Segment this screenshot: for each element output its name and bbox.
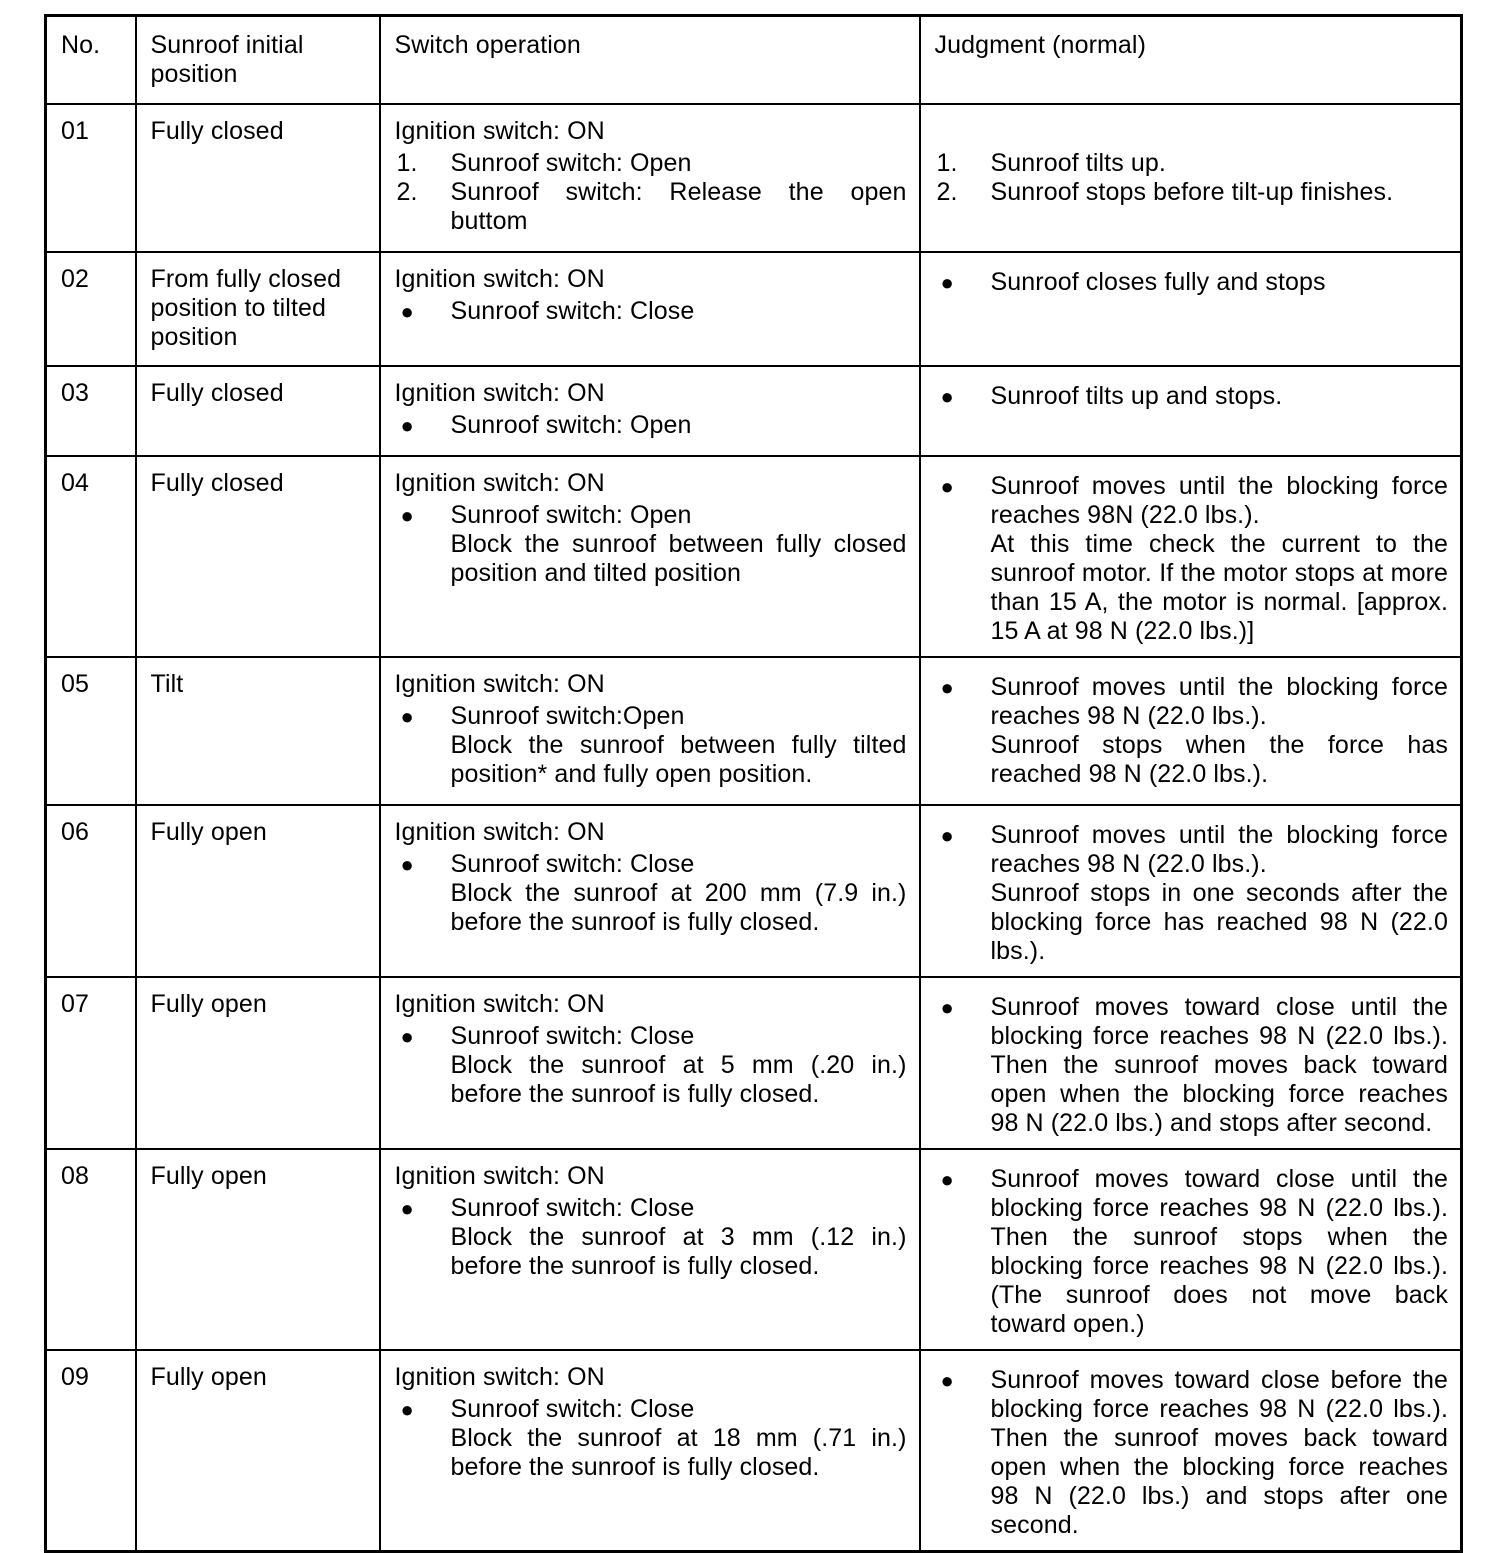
operation-item-text: Sunroof switch: Close Block the sunroof at 3 mm (.12 in.) before the sunroof is fully closed.: [450, 1194, 907, 1280]
judgment-item: [935, 178, 1449, 207]
operation-item-text: Sunroof switch: Open: [450, 149, 692, 177]
operation-list: [395, 850, 907, 937]
bullet-icon: ●: [400, 413, 414, 438]
judgment-list: [935, 268, 1449, 297]
judgment-item: [935, 472, 1449, 646]
operation-lead: Ignition switch: ON: [394, 670, 605, 698]
operation-item-text: Sunroof switch: Close Block the sunroof at 18 mm (.71 in.) before the sunroof is fully closed.: [450, 1395, 907, 1481]
operation-item: [395, 178, 907, 236]
cell-switch-operation: [380, 252, 920, 366]
operation-list: [395, 702, 907, 789]
bullet-icon: ●: [400, 1397, 414, 1422]
judgment-item: [935, 382, 1449, 411]
operation-lead: Ignition switch: ON: [394, 818, 605, 846]
bullet-icon: ●: [940, 474, 954, 499]
operation-item: [395, 411, 907, 440]
sunroof-test-table: [44, 14, 1463, 1553]
judgment-list: [935, 472, 1449, 646]
judgment-item-text: Sunroof moves until the blocking force reaches 98N (22.0 lbs.). At this time check the current to the sunroof motor. If the motor stops at more than 15 A, the motor is normal. [approx. 15 A at 98 N (22.0 lbs.)]: [990, 472, 1448, 645]
judgment-list: [935, 149, 1449, 207]
operation-lead: Ignition switch: ON: [394, 1162, 605, 1190]
cell-switch-operation: [380, 657, 920, 805]
operation-item: [395, 1022, 907, 1109]
cell-initial-position: Fully closed: [136, 366, 380, 456]
header-switch-operation: Switch operation: [380, 16, 920, 105]
operation-item: [395, 1194, 907, 1281]
cell-no: 04: [46, 456, 136, 657]
cell-no: 02: [46, 252, 136, 366]
bullet-icon: ●: [940, 1368, 954, 1393]
table-row: [46, 1350, 1462, 1552]
operation-list: [395, 501, 907, 588]
bullet-icon: ●: [940, 384, 954, 409]
cell-initial-position: Fully open: [136, 1350, 380, 1552]
judgment-list: [935, 1165, 1449, 1339]
cell-initial-position: Fully closed: [136, 104, 380, 252]
operation-list: [395, 411, 907, 440]
operation-list: [395, 149, 907, 236]
operation-lead: Ignition switch: ON: [394, 469, 605, 497]
operation-item-text: Sunroof switch: Release the open buttom: [450, 178, 907, 235]
cell-judgment: [920, 252, 1462, 366]
cell-judgment: [920, 977, 1462, 1149]
header-row: [46, 16, 1462, 105]
judgment-item: [935, 149, 1449, 178]
cell-judgment: [920, 104, 1462, 252]
cell-no: 08: [46, 1149, 136, 1350]
cell-switch-operation: [380, 104, 920, 252]
cell-initial-position: Fully open: [136, 805, 380, 977]
operation-item-text: Sunroof switch: Close Block the sunroof at 5 mm (.20 in.) before the sunroof is fully closed.: [450, 1022, 907, 1108]
table-header: [46, 16, 1462, 105]
table-row: [46, 252, 1462, 366]
operation-lead: Ignition switch: ON: [394, 265, 605, 293]
operation-item: [395, 149, 907, 178]
judgment-item-text: Sunroof moves toward close until the blocking force reaches 98 N (22.0 lbs.). Then the sunroof moves back toward open when the blocking force reaches 98 N (22.0 lbs.) and stops after second.: [990, 993, 1448, 1137]
operation-lead: Ignition switch: ON: [394, 379, 605, 407]
cell-switch-operation: [380, 456, 920, 657]
judgment-item-text: Sunroof moves until the blocking force reaches 98 N (22.0 lbs.). Sunroof stops in one seconds after the blocking force has reached 98 N (22.0 lbs.).: [990, 821, 1448, 965]
table-row: [46, 366, 1462, 456]
judgment-list: [935, 821, 1449, 966]
table-row: [46, 657, 1462, 805]
judgment-item-text: Sunroof moves toward close until the blocking force reaches 98 N (22.0 lbs.). Then the sunroof stops when the blocking force reaches 98 N (22.0 lbs.). (The sunroof does not move back toward open.): [990, 1165, 1448, 1338]
cell-judgment: [920, 657, 1462, 805]
cell-initial-position: Fully open: [136, 1149, 380, 1350]
judgment-item-text: Sunroof stops before tilt-up finishes.: [990, 178, 1394, 206]
cell-initial-position: Tilt: [136, 657, 380, 805]
judgment-item: [935, 993, 1449, 1138]
operation-list: [395, 297, 907, 326]
operation-item-text: Sunroof switch: Close Block the sunroof at 200 mm (7.9 in.) before the sunroof is fully closed.: [450, 850, 907, 936]
operation-item-text: Sunroof switch:Open Block the sunroof between fully tilted position* and fully open position.: [450, 702, 907, 788]
judgment-list: [935, 673, 1449, 789]
bullet-icon: ●: [400, 299, 414, 324]
operation-item-text: Sunroof switch: Open Block the sunroof between fully closed position and tilted position: [450, 501, 907, 587]
bullet-icon: ●: [400, 704, 414, 729]
bullet-icon: ●: [940, 270, 954, 295]
judgment-item-text: Sunroof closes fully and stops: [990, 268, 1326, 296]
cell-no: 01: [46, 104, 136, 252]
cell-no: 05: [46, 657, 136, 805]
operation-list: [395, 1395, 907, 1482]
cell-initial-position: Fully closed: [136, 456, 380, 657]
table-row: [46, 456, 1462, 657]
bullet-icon: ●: [940, 1167, 954, 1192]
judgment-item: [935, 1366, 1449, 1540]
cell-switch-operation: [380, 805, 920, 977]
header-initial-position: Sunroof initial position: [136, 16, 380, 105]
judgment-list: [935, 1366, 1449, 1540]
operation-item: [395, 297, 907, 326]
cell-judgment: [920, 366, 1462, 456]
header-judgment: Judgment (normal): [920, 16, 1462, 105]
operation-item: [395, 702, 907, 789]
table-body: [46, 104, 1462, 1552]
operation-lead: Ignition switch: ON: [394, 990, 605, 1018]
document-page: [44, 14, 1460, 1553]
cell-judgment: [920, 1350, 1462, 1552]
bullet-icon: ●: [940, 675, 954, 700]
operation-lead: Ignition switch: ON: [394, 117, 605, 145]
judgment-list: [935, 993, 1449, 1138]
judgment-list: [935, 382, 1449, 411]
cell-initial-position: Fully open: [136, 977, 380, 1149]
item-number: 2.: [936, 178, 958, 206]
cell-no: 06: [46, 805, 136, 977]
table-row: [46, 805, 1462, 977]
table-row: [46, 1149, 1462, 1350]
cell-switch-operation: [380, 977, 920, 1149]
cell-switch-operation: [380, 1149, 920, 1350]
header-no: No.: [46, 16, 136, 105]
table-row: [46, 977, 1462, 1149]
item-number: 2.: [396, 178, 418, 206]
judgment-item-text: Sunroof moves toward close before the blocking force reaches 98 N (22.0 lbs.). Then the sunroof moves back toward open when the blocking force reaches 98 N (22.0 lbs.) and stops after one second.: [990, 1366, 1448, 1539]
item-number: 1.: [936, 149, 958, 177]
cell-no: 07: [46, 977, 136, 1149]
cell-judgment: [920, 456, 1462, 657]
bullet-icon: ●: [940, 823, 954, 848]
operation-lead: Ignition switch: ON: [394, 1363, 605, 1391]
cell-no: 09: [46, 1350, 136, 1552]
bullet-icon: ●: [400, 1024, 414, 1049]
cell-switch-operation: [380, 366, 920, 456]
judgment-item: [935, 673, 1449, 789]
judgment-item-text: Sunroof tilts up and stops.: [990, 382, 1283, 410]
judgment-item: [935, 268, 1449, 297]
table-row: [46, 104, 1462, 252]
cell-initial-position: From fully closed position to tilted position: [136, 252, 380, 366]
cell-judgment: [920, 1149, 1462, 1350]
operation-item: [395, 501, 907, 588]
bullet-icon: ●: [400, 852, 414, 877]
bullet-icon: ●: [400, 1196, 414, 1221]
bullet-icon: ●: [940, 995, 954, 1020]
operation-list: [395, 1194, 907, 1281]
judgment-item: [935, 1165, 1449, 1339]
cell-switch-operation: [380, 1350, 920, 1552]
cell-judgment: [920, 805, 1462, 977]
judgment-item-text: Sunroof tilts up.: [990, 149, 1166, 177]
operation-item-text: Sunroof switch: Open: [450, 411, 692, 439]
judgment-item-text: Sunroof moves until the blocking force reaches 98 N (22.0 lbs.). Sunroof stops when the force has reached 98 N (22.0 lbs.).: [990, 673, 1448, 788]
operation-list: [395, 1022, 907, 1109]
operation-item-text: Sunroof switch: Close: [450, 297, 695, 325]
cell-no: 03: [46, 366, 136, 456]
bullet-icon: ●: [400, 503, 414, 528]
judgment-item: [935, 821, 1449, 966]
item-number: 1.: [396, 149, 418, 177]
operation-item: [395, 1395, 907, 1482]
operation-item: [395, 850, 907, 937]
